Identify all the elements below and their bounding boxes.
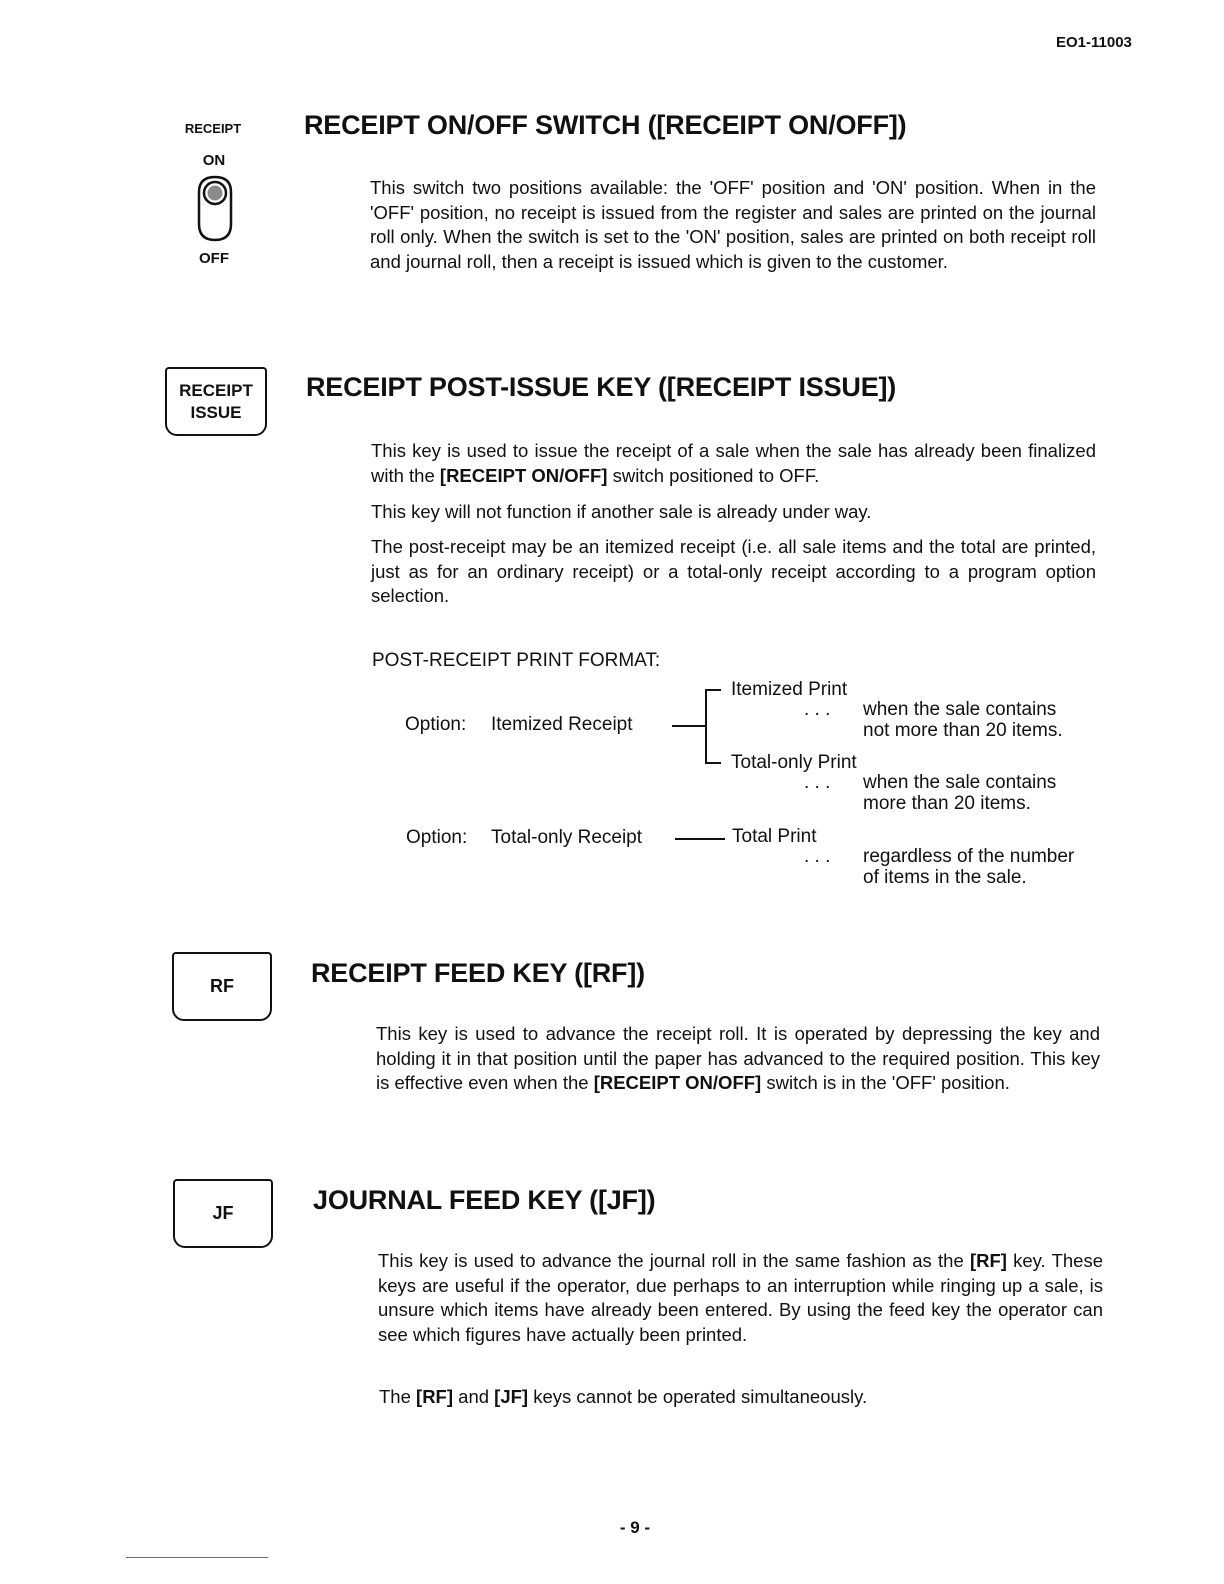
post-issue-p1-text: This key is used to issue the receipt of a sale when the sale has already been finalized with the [371, 440, 1096, 486]
branch-itemized-print: Itemized Print [731, 679, 848, 700]
post-issue-p1-tail: switch positioned to OFF. [607, 464, 820, 486]
jf-p2-e: keys cannot be operated simultaneously. [528, 1386, 868, 1407]
branch3-condition-line2: of items in the sale. [863, 867, 1027, 888]
option2-value: Total-only Receipt [491, 827, 643, 848]
branch2-condition-line1: when the sale contains [863, 772, 1057, 793]
rf-body-tail: switch is in the 'OFF' position. [761, 1072, 1010, 1093]
receipt-feed-description [376, 1022, 1100, 1096]
journal-feed-paragraph-2 [379, 1385, 1104, 1410]
jf-p1-text: This key is used to advance the journal roll in the same fashion as the [378, 1250, 970, 1271]
branch1-condition-line2: not more than 20 items. [863, 720, 1063, 741]
section-title-receipt-feed: RECEIPT FEED KEY ([RF]) [311, 958, 645, 988]
jf-p2-a: The [379, 1386, 417, 1407]
document-code: EO1-11003 [1056, 34, 1132, 51]
section-title-journal-feed: JOURNAL FEED KEY ([JF]) [313, 1185, 656, 1215]
branch2-condition-line2: more than 20 items. [863, 793, 1031, 814]
section-title-receipt-switch: RECEIPT ON/OFF SWITCH ([RECEIPT ON/OFF]) [304, 110, 907, 140]
receipt-issue-key-line1: RECEIPT [179, 380, 253, 400]
jf-p1-tail: key. These keys are useful if the operator, due perhaps to an interruption while ringing up a sale, is unsure which items have already been entered. By using the feed key the operator can see which figures have actually been printed. [378, 1250, 1103, 1345]
post-issue-paragraph-2: This key will not function if another sale is already under way. [371, 501, 872, 522]
switch-label: RECEIPT [184, 121, 242, 136]
receipt-issue-key-line2: ISSUE [190, 402, 242, 422]
rf-receipt-onoff-reference: [RECEIPT ON/OFF] [593, 1072, 762, 1093]
branch1-dots: . . . [804, 699, 831, 720]
bracket-top-tick [705, 689, 721, 691]
option1-bracket [705, 689, 707, 763]
option1-connector [672, 725, 706, 727]
jf-key-label: JF [212, 1203, 234, 1223]
option2-connector [675, 838, 725, 840]
bracket-bottom-tick [705, 762, 721, 764]
option1-label: Option: [405, 714, 467, 735]
branch1-condition-line1: when the sale contains [863, 699, 1057, 720]
print-format-heading: POST-RECEIPT PRINT FORMAT: [372, 650, 661, 671]
jf-p2-c: and [453, 1386, 495, 1407]
post-issue-paragraph-3: The post-receipt may be an itemized receipt (i.e. all sale items and the total are printed, just as for an ordinary receipt) or a total-only receipt according to a program option selection. [371, 536, 1096, 606]
footer-rule [126, 1557, 268, 1558]
rf-key[interactable] [172, 952, 272, 1021]
toggle-switch-icon[interactable] [196, 174, 234, 244]
section-title-post-issue: RECEIPT POST-ISSUE KEY ([RECEIPT ISSUE]) [306, 372, 897, 402]
option1-value: Itemized Receipt [491, 714, 633, 735]
receipt-onoff-reference: [RECEIPT ON/OFF] [439, 464, 608, 486]
receipt-switch-description: This switch two positions available: the 'OFF' position and 'ON' position. When in the 'OFF' position, no receipt is issued from the register and sales are printed on the journal roll only. When the switch is set to the 'ON' position, sales are printed on both receipt roll and journal roll, then a receipt is issued which is given to the customer. [370, 177, 1096, 272]
journal-feed-paragraph-1 [378, 1249, 1103, 1347]
jf-rf-reference: [RF] [969, 1250, 1007, 1271]
post-issue-paragraph-1 [371, 439, 1096, 488]
switch-on-label: ON [202, 152, 226, 169]
page-number: - 9 - [619, 1518, 651, 1537]
jf-p2-jf: [JF] [494, 1386, 529, 1407]
rf-key-label: RF [210, 976, 234, 996]
jf-p2-rf: [RF] [416, 1386, 454, 1407]
branch-total-only-print: Total-only Print [731, 752, 857, 773]
branch2-dots: . . . [804, 772, 831, 793]
branch3-condition-line1: regardless of the number [863, 846, 1075, 867]
receipt-issue-key[interactable] [165, 367, 267, 436]
rf-body-text: This key is used to advance the receipt roll. It is operated by depressing the key and holding it in that position until the paper has advanced to the required position. This key is effective even when the [376, 1023, 1100, 1093]
branch3-dots: . . . [804, 846, 831, 867]
switch-off-label: OFF [199, 250, 229, 267]
option2-label: Option: [406, 827, 468, 848]
branch-total-print: Total Print [732, 826, 817, 847]
jf-key[interactable] [173, 1179, 273, 1248]
